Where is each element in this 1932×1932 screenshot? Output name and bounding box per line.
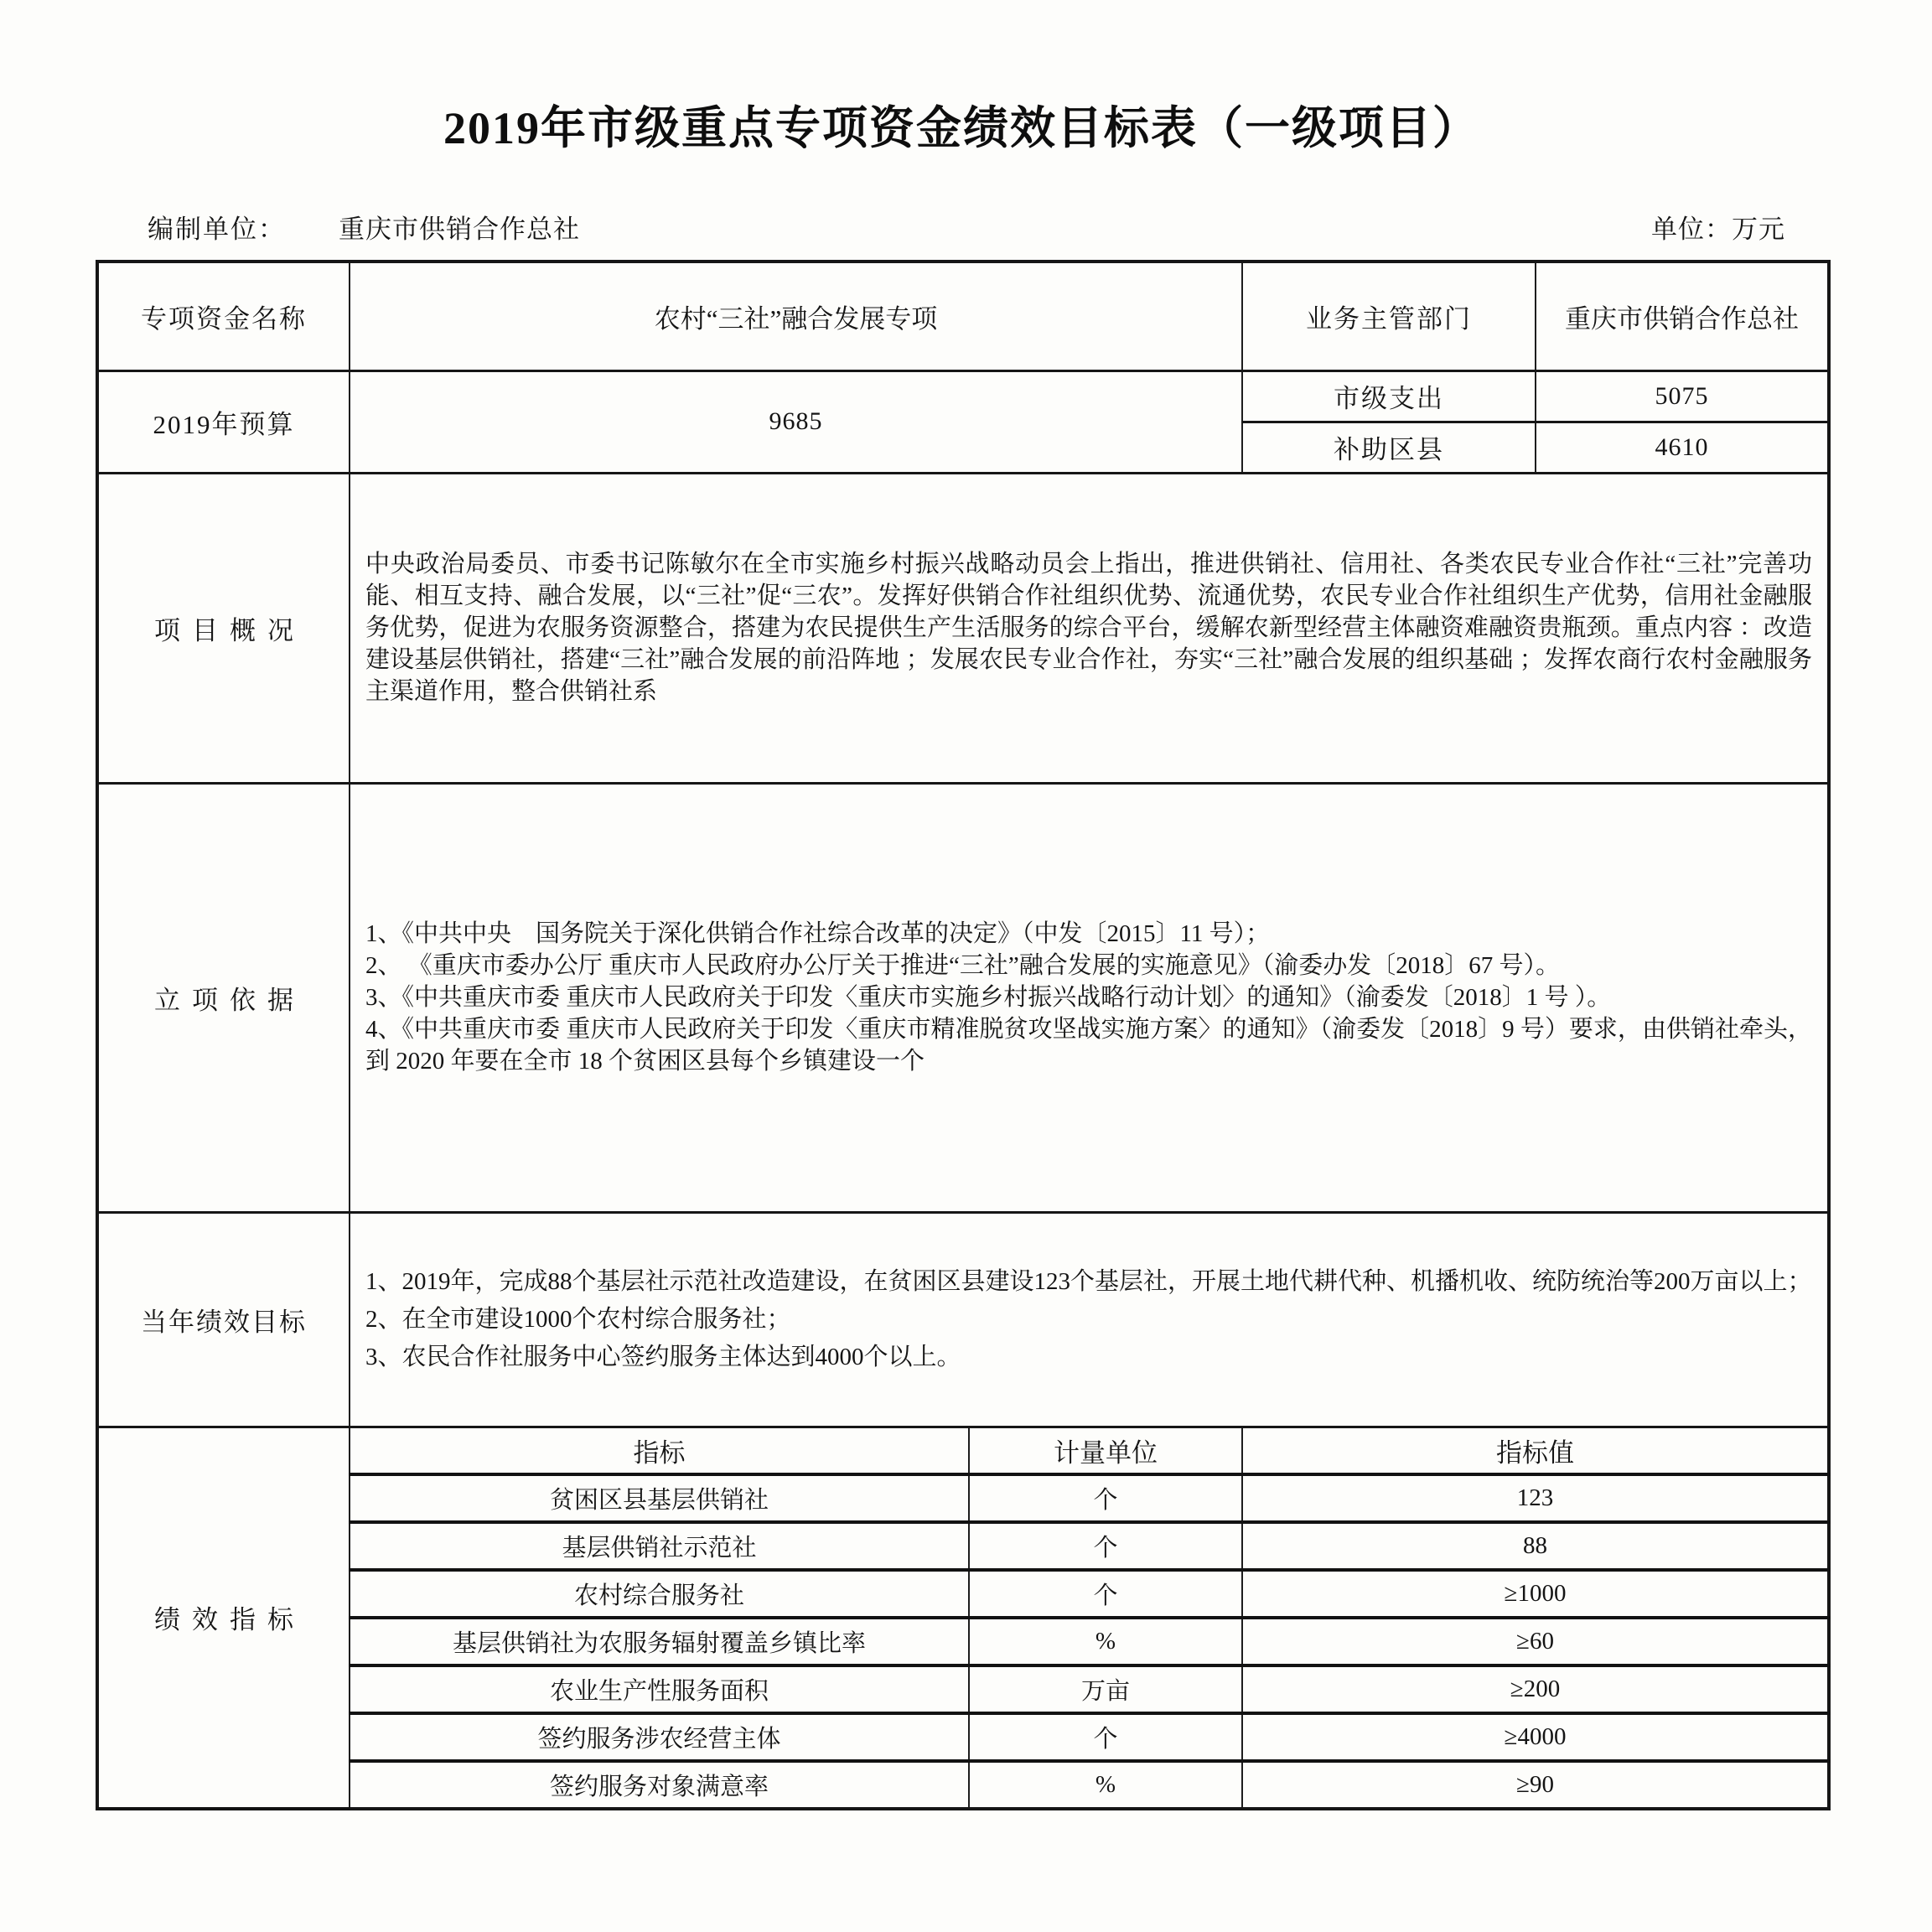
county-subsidy-label: 补助区县 (1242, 422, 1536, 473)
indicator-name: 基层供销社为农服务辐射覆盖乡镇比率 (350, 1618, 969, 1665)
indicator-name: 签约服务涉农经营主体 (350, 1713, 969, 1761)
dept-value: 重庆市供销合作总社 (1536, 262, 1829, 370)
basis-text (350, 783, 1829, 1212)
table-row (97, 370, 1829, 422)
basis-item: 4、《中共重庆市委 重庆市人民政府关于印发〈重庆市精准脱贫攻坚战实施方案〉的通知》（渝委发〔2018〕9 号）要求，由供销社牵头，到 2020 年要在全市 18 个贫困区县每个乡镇建设一个 (365, 1016, 1812, 1075)
value-col-header: 指标值 (1242, 1427, 1829, 1474)
indicator-header-row (97, 1427, 1829, 1474)
indicator-unit: % (969, 1761, 1242, 1809)
indicator-value: 123 (1242, 1474, 1829, 1522)
indicator-value: ≥200 (1242, 1665, 1829, 1713)
indicator-unit: 个 (969, 1713, 1242, 1761)
indicator-name: 农村综合服务社 (350, 1570, 969, 1618)
budget-label: 2019年预算 (97, 370, 350, 473)
goal-item: 2、在全市建设1000个农村综合服务社； (365, 1305, 791, 1333)
budget-total-value: 9685 (350, 370, 1242, 473)
table-row (97, 783, 1829, 1212)
indicator-row (97, 1713, 1829, 1761)
performance-target-table (96, 260, 1831, 1810)
prepared-by-label: 编制单位： (148, 215, 286, 244)
annual-goals-text (350, 1212, 1829, 1427)
basis-item: 1、《中共中央 国务院关于深化供销合作社综合改革的决定》（中发〔2015〕11 号）； (365, 920, 1271, 947)
indicator-unit: 个 (969, 1522, 1242, 1570)
indicator-name: 签约服务对象满意率 (350, 1761, 969, 1809)
dept-label: 业务主管部门 (1242, 262, 1536, 370)
indicator-row (97, 1570, 1829, 1618)
indicator-col-header: 指标 (350, 1427, 969, 1474)
document-meta (96, 208, 1827, 244)
indicator-value: ≥1000 (1242, 1570, 1829, 1618)
county-subsidy-value: 4610 (1536, 422, 1829, 473)
basis-label: 立项依据 (97, 783, 350, 1212)
goal-item: 3、农民合作社服务中心签约服务主体达到4000个以上。 (365, 1343, 961, 1370)
indicator-value: 88 (1242, 1522, 1829, 1570)
unit-note: 单位：万元 (1651, 215, 1785, 244)
city-expense-value: 5075 (1536, 370, 1829, 422)
table-row (97, 262, 1829, 370)
indicator-unit: 个 (969, 1570, 1242, 1618)
indicator-row (97, 1474, 1829, 1522)
unit-col-header: 计量单位 (969, 1427, 1242, 1474)
indicator-unit: % (969, 1618, 1242, 1665)
page-title: 2019年市级重点专项资金绩效目标表（一级项目） (443, 103, 1479, 153)
annual-goals-label: 当年绩效目标 (97, 1212, 350, 1427)
fund-name-label: 专项资金名称 (97, 262, 350, 370)
goal-item: 1、2019年，完成88个基层社示范社改造建设，在贫困区县建设123个基层社，开展土地代耕代种、机播机收、统防统治等200万亩以上； (365, 1267, 1812, 1295)
indicator-row (97, 1522, 1829, 1570)
indicator-row (97, 1618, 1829, 1665)
indicator-name: 贫困区县基层供销社 (350, 1474, 969, 1522)
fund-name-value: 农村“三社”融合发展专项 (350, 262, 1242, 370)
indicator-value: ≥90 (1242, 1761, 1829, 1809)
indicators-label: 绩效指标 (97, 1427, 350, 1809)
basis-item: 3、《中共重庆市委 重庆市人民政府关于印发〈重庆市实施乡村振兴战略行动计划〉的通知》（渝委发〔2018〕1 号 ）。 (365, 984, 1612, 1011)
indicator-unit: 个 (969, 1474, 1242, 1522)
indicator-name: 基层供销社示范社 (350, 1522, 969, 1570)
basis-item: 2、 《重庆市委办公厅 重庆市人民政府办公厅关于推进“三社”融合发展的实施意见》（渝委办发〔2018〕67 号）。 (365, 952, 1560, 979)
indicator-unit: 万亩 (969, 1665, 1242, 1713)
indicator-name: 农业生产性服务面积 (350, 1665, 969, 1713)
indicator-value: ≥4000 (1242, 1713, 1829, 1761)
indicator-row (97, 1665, 1829, 1713)
overview-text: 中央政治局委员、市委书记陈敏尔在全市实施乡村振兴战略动员会上指出，推进供销社、信用社、各类农民专业合作社“三社”完善功能、相互支持、融合发展，以“三社”促“三农”。发挥好供销合作社组织优势、流通优势，农民专业合作社组织生产优势，信用社金融服务优势，促进为农服务资源整合，搭建为农民提供生产生活服务的综合平台，缓解农新型经营主体融资难融资贵瓶颈。重点内容 ：改造建设基层供销社，搭建“三社”融合发展的前沿阵地 ；发展农民专业合作社，夯实“三社”融合发展的组织基础 ；发挥农商行农村金融服务主渠道作用，整合供销社系 (350, 473, 1829, 783)
prepared-by-value: 重庆市供销合作总社 (339, 215, 580, 244)
table-row (97, 1212, 1829, 1427)
indicator-row (97, 1761, 1829, 1809)
table-row (97, 473, 1829, 783)
indicator-value: ≥60 (1242, 1618, 1829, 1665)
overview-label: 项目概况 (97, 473, 350, 783)
city-expense-label: 市级支出 (1242, 370, 1536, 422)
